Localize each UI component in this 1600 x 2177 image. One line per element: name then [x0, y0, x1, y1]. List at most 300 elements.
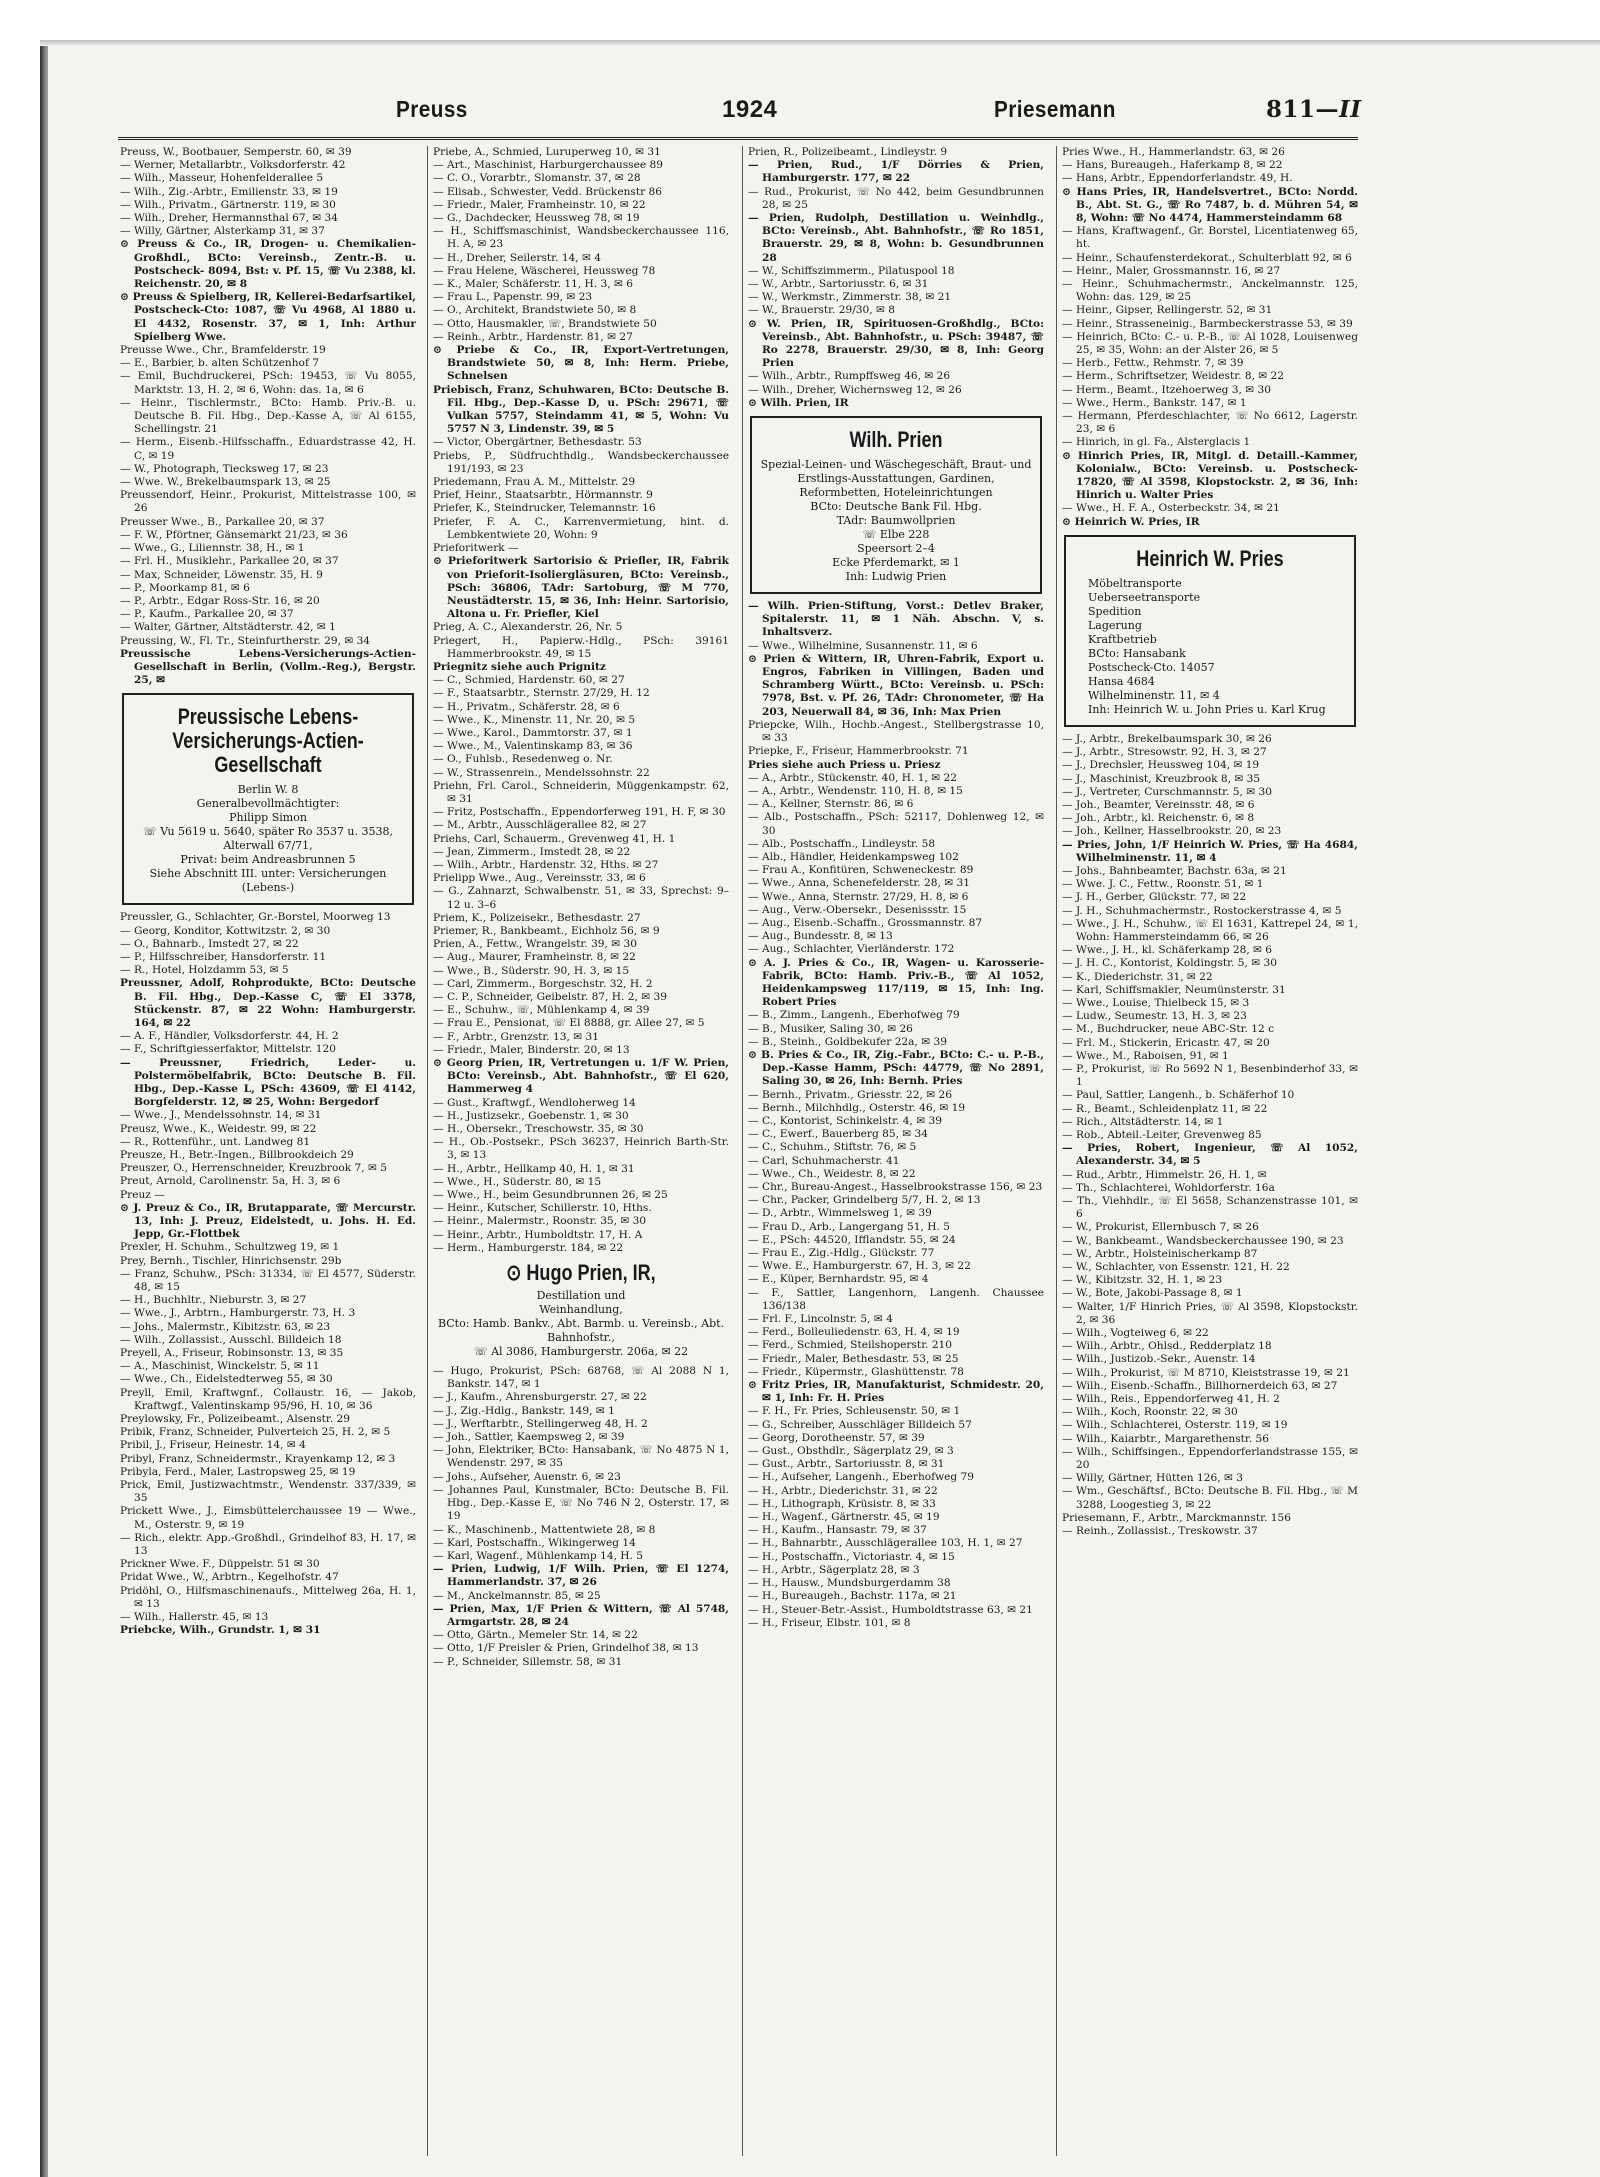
advertisement-title: Wilh. Prien — [849, 427, 943, 453]
directory-entry: Preussing, W., Fl. Tr., Steinfurtherstr. 29, ✉ 34 — [120, 634, 371, 647]
directory-entry: — Th., Schlachterei, Wohldorferstr. 16a — [1062, 1181, 1275, 1194]
directory-entry: — E., Barbier, b. alten Schützenhof 7 — [120, 357, 319, 370]
directory-entry: — H., Bahnarbtr., Ausschlägerallee 103, H. 1, ✉ 27 — [748, 1537, 1023, 1550]
advertisement-line: ☏ Al 3086, Hamburgerstr. 206a, ✉ 22 — [473, 1345, 689, 1359]
advertisement-line: Berlin W. 8 — [237, 783, 299, 797]
directory-entry: Priepcke, Wilh., Hochb.-Angest., Stellbergstrasse 10, ✉ 33 — [748, 718, 1044, 745]
directory-entry: — J., Drechsler, Heussweg 104, ✉ 19 — [1062, 759, 1260, 772]
directory-entry: ⊙ Prien & Wittern, IR, Uhren-Fabrik, Export u. Engros, Fabriken in Villingen, Baden und Schramberg Württ., BCto: Vereinsb. u. PSch: 7978, Bst. v. Pf. 26, TAdr: Chronometer, ☏ Ha 203, Neuerwall 84, ✉ 36, Inh: Max Prien — [748, 652, 1044, 718]
directory-entry: Preuss, W., Bootbauer, Semperstr. 60, ✉ 39 — [120, 146, 352, 158]
directory-entry: — H., Hausw., Mundsburgerdamm 38 — [748, 1577, 951, 1590]
directory-entry: Pries Wwe., H., Hammerlandstr. 63, ✉ 26 — [1062, 146, 1285, 158]
directory-entry: — H., Dreher, Seilerstr. 14, ✉ 4 — [433, 251, 602, 264]
entries-after-ad — [433, 1365, 729, 1669]
directory-entry: — Wwe. J. C., Fettw., Roonstr. 51, ✉ 1 — [1062, 878, 1264, 891]
directory-entry: — Wwe., H. F. A., Osterbeckstr. 34, ✉ 21 — [1062, 502, 1280, 515]
directory-entry: — Franz, Schuhw., PSch: 31334, ☏ El 4577, Süderstr. 48, ✉ 15 — [120, 1267, 416, 1294]
directory-entry: — Friedr., Küpermstr., Glashüttenstr. 78 — [748, 1365, 964, 1378]
directory-entry: — Aug., Verw.-Obersekr., Desenissstr. 15 — [748, 903, 967, 916]
advertisement-lines — [1072, 577, 1348, 717]
directory-entry: — Frau A., Konfitüren, Schweneckestr. 89 — [748, 864, 974, 877]
directory-entry: — Karl, Schiffsmakler, Neumünsterstr. 31 — [1062, 983, 1286, 996]
directory-entry: — Heinr., Schuhmachermstr., Anckelmannstr. 125, Wohn: das. 129, ✉ 25 — [1062, 278, 1358, 304]
directory-entry: Priebcke, Wilh., Grundstr. 1, ✉ 31 — [120, 1624, 321, 1637]
directory-entry: — F. W., Pförtner, Gänsemarkt 21/23, ✉ 36 — [120, 528, 348, 541]
directory-entry: — Frl. F., Lincolnstr. 5, ✉ 4 — [748, 1313, 893, 1326]
advertisement-lines — [130, 783, 406, 895]
directory-entry: — H., Friseur, Elbstr. 101, ✉ 8 — [748, 1616, 911, 1629]
directory-entry: — H., Schiffsmaschinist, Wandsbeckerchaussee 116, H. A, ✉ 23 — [433, 225, 729, 251]
directory-entry: Prieg, A. C., Alexanderstr. 26, Nr. 5 — [433, 621, 623, 634]
directory-entry: — Johs., Aufseher, Auenstr. 6, ✉ 23 — [433, 1470, 621, 1483]
directory-entry: ⊙ W. Prien, IR, Spirituosen-Großhdlg., BCto: Vereinsb., Abt. Bahnhofstr., u. PSch: 39487, ☏ Ro 2278, Brauerstr. 29/30, ✉ 8, Inh: Georg Prien — [748, 317, 1044, 370]
header-page-number — [1266, 96, 1362, 123]
advertisement-line: Ecke Pferdemarkt, ✉ 1 — [832, 556, 960, 570]
directory-entry: — Aug., Maurer, Framheinstr. 8, ✉ 22 — [433, 951, 636, 964]
directory-entry: — Heinr., Maler, Grossmannstr. 16, ✉ 27 — [1062, 264, 1281, 277]
directory-entry: — Herm., Eisenb.-Hilfsschaffn., Eduardstrasse 42, H. C, ✉ 19 — [120, 436, 416, 462]
directory-entry: — Frau Helene, Wäscherei, Heussweg 78 — [433, 264, 656, 277]
directory-entry: Preusz, Wwe., K., Weidestr. 99, ✉ 22 — [120, 1122, 317, 1135]
directory-entry: ⊙ Hinrich Pries, IR, Mitgl. d. Detaill.-Kammer, Kolonialw., BCto: Vereinsb. u. Postscheck- 17820, ☏ Al 3598, Klopstockstr. 2, ✉ 36, Inh: Hinrich u. Walter Pries — [1062, 449, 1358, 502]
directory-entry: — J., Werftarbtr., Stellingerweg 48, H. 2 — [433, 1417, 648, 1430]
directory-entry: — D., Arbtr., Wimmelsweg 1, ✉ 39 — [748, 1207, 932, 1220]
directory-entry: — Wilh., Hallerstr. 45, ✉ 13 — [120, 1611, 269, 1624]
directory-entry: — P., Schneider, Sillemstr. 58, ✉ 31 — [433, 1655, 623, 1668]
directory-entry: — Gust., Arbtr., Sartoriusstr. 8, ✉ 31 — [748, 1458, 945, 1471]
directory-entry: — W., Prokurist, Ellernbusch 7, ✉ 26 — [1062, 1221, 1259, 1234]
directory-entry: Preylowsky, Fr., Polizeibeamt., Alsenstr. 29 — [120, 1413, 351, 1426]
directory-entry: — O., Bahnarb., Imstedt 27, ✉ 22 — [120, 937, 299, 950]
directory-entry: Preyll, Emil, Kraftwgnf., Collaustr. 16, — Jakob, Kraftwgf., Valentinskamp 95/96, H. 10, ✉ 36 — [120, 1386, 416, 1412]
directory-entry: — Gust., Kraftwgf., Wendloherweg 14 — [433, 1096, 636, 1109]
directory-entry: Preuz — — [120, 1188, 165, 1201]
directory-entry: Pribik, Franz, Schneider, Pulverteich 25, H. 2, ✉ 5 — [120, 1426, 391, 1439]
directory-entry: Priepke, F., Friseur, Hammerbrookstr. 71 — [748, 745, 969, 758]
directory-entry: Priehs, Carl, Schauerm., Grevenweg 41, H. 1 — [433, 832, 676, 845]
directory-entry: — G., Dachdecker, Heussweg 78, ✉ 19 — [433, 212, 640, 225]
directory-entry: — Wwe., M., Valentinskamp 83, ✉ 36 — [433, 740, 633, 753]
directory-entry: — Joh., Sattler, Kaempsweg 2, ✉ 39 — [433, 1431, 625, 1444]
directory-entry: — Herm., Schriftsetzer, Weidestr. 8, ✉ 22 — [1062, 370, 1285, 383]
directory-entry: — Wilh. Prien-Stiftung, Vorst.: Detlev Braker, Spitalerstr. 11, ✉ 1 Näh. Abschn. V, s. Inhaltsverz. — [748, 600, 1044, 639]
directory-entry: — E., Küper, Bernhardstr. 95, ✉ 4 — [748, 1273, 929, 1286]
directory-entry: — P., Kaufm., Parkallee 20, ✉ 37 — [120, 608, 294, 621]
directory-column-3 — [748, 146, 1044, 2166]
directory-entry: — G., Schreiber, Ausschläger Billdeich 57 — [748, 1418, 972, 1431]
directory-entry: — A., Arbtr., Stückenstr. 40, H. 1, ✉ 22 — [748, 771, 957, 784]
advertisement-lines — [758, 458, 1034, 584]
directory-entry: — Aug., Bundesstr. 8, ✉ 13 — [748, 930, 893, 943]
directory-entry: — Willy, Gärtner, Alsterkamp 31, ✉ 37 — [120, 225, 325, 238]
entries-before-ad — [433, 146, 729, 1255]
directory-entry: — Joh., Beamter, Vereinsstr. 48, ✉ 6 — [1062, 798, 1255, 811]
advertisement-line: Postscheck-Cto. 14057 — [1088, 660, 1215, 674]
entries-after-ad — [120, 911, 416, 1637]
directory-entry: — H., Arbtr., Hellkamp 40, H. 1, ✉ 31 — [433, 1162, 635, 1175]
directory-entry: — Heinr., Strasseneinig., Barmbeckerstrasse 53, ✉ 39 — [1062, 317, 1353, 330]
directory-entry: ⊙ Preuss & Spielberg, IR, Kellerei-Bedarfsartikel, Postscheck-Cto: 1087, ☏ Vu 4968, Al 1880 u. El 4432, Rosenstr. 37, ✉ 1, Inh: Arthur Spielberg Wwe. — [120, 291, 416, 343]
directory-entry: — Johannes Paul, Kunstmaler, BCto: Deutsche B. Fil. Hbg., Dep.-Kasse E, ☏ No 746 N 2, Osterstr. 17, ✉ 19 — [433, 1483, 729, 1523]
column-separator — [742, 146, 743, 2156]
directory-entry: Priegert, H., Papierw.-Hdlg., PSch: 39161 Hammerbrookstr. 49, ✉ 15 — [433, 634, 729, 660]
directory-entry: — P., Hilfsschreiber, Hansdorferstr. 11 — [120, 950, 327, 963]
directory-entry: — Rich., elektr. App.-Großhdl., Grindelhof 83, H. 17, ✉ 13 — [120, 1531, 416, 1558]
directory-entry: — H., Buchhltr., Nieburstr. 3, ✉ 27 — [120, 1294, 307, 1307]
advertisement-line: Siehe Abschnitt III. unter: Versicherungen (Lebens-) — [149, 867, 387, 895]
directory-entry: — Wwe., Ch., Eidelstedterweg 55, ✉ 30 — [120, 1373, 333, 1386]
directory-entry: — C., Ewerf., Bauerberg 85, ✉ 34 — [748, 1128, 929, 1141]
directory-entry: — Walter, Gärtner, Altstädterstr. 42, ✉ 1 — [120, 621, 336, 634]
directory-entry: — Wilh., Masseur, Hohenfelderallee 5 — [120, 172, 324, 185]
directory-entry: Priegnitz siehe auch Prignitz — [433, 660, 606, 673]
directory-entry: — Ludw., Seumestr. 13, H. 3, ✉ 23 — [1062, 1010, 1247, 1023]
directory-entry: — Wwe., J., Arbtrn., Hamburgerstr. 73, H. 3 — [120, 1307, 356, 1320]
directory-entry: Preusser Wwe., B., Parkallee 20, ✉ 37 — [120, 515, 325, 528]
directory-entry: Priemer, R., Bankbeamt., Eichholz 56, ✉ 9 — [433, 924, 660, 937]
directory-entry: — Joh., Kellner, Hasselbrookstr. 20, ✉ 23 — [1062, 825, 1282, 838]
directory-entry: Preussler, G., Schlachter, Gr.-Borstel, Moorweg 13 — [120, 911, 391, 924]
directory-entry: — P., Arbtr., Edgar Ross-Str. 16, ✉ 20 — [120, 594, 320, 607]
header-rule — [118, 137, 1358, 140]
directory-entry: Prien, R., Polizeibeamt., Lindleystr. 9 — [748, 146, 948, 158]
directory-entry: — J., Zig.-Hdlg., Bankstr. 149, ✉ 1 — [433, 1404, 615, 1417]
directory-entry: — W., Arbtr., Sartoriusstr. 6, ✉ 31 — [748, 278, 929, 291]
directory-entry: — Wilh., Justizob.-Sekr., Auenstr. 14 — [1062, 1353, 1256, 1366]
directory-entry: — Wwe., J. H., Schuhw., ☏ El 1631, Kattrepel 24, ✉ 1, Wohn: Hammersteindamm 66, ✉ 26 — [1062, 917, 1358, 943]
directory-entry: — Pries, John, 1/F Heinrich W. Pries, ☏ Ha 4684, Wilhelminenstr. 11, ✉ 4 — [1062, 838, 1358, 864]
advertisement-line: Privat: beim Andreasbrunnen 5 — [180, 853, 356, 867]
page-number-prefix: 811— — [1266, 96, 1340, 123]
directory-entry: Preussische Lebens-Versicherungs-Actien-Gesellschaft in Berlin, (Vollm.-Reg.), Bergstr. 25, ✉ — [120, 647, 416, 687]
directory-entry: — H., Justizsekr., Goebenstr. 1, ✉ 30 — [433, 1109, 629, 1122]
directory-entry: — Ferd., Schmied, Steilshoperstr. 210 — [748, 1339, 953, 1352]
directory-entry: — Heinr., Arbtr., Humboldtstr. 17, H. A — [433, 1228, 643, 1241]
directory-entry: — Friedr., Maler, Bethesdastr. 53, ✉ 25 — [748, 1352, 959, 1365]
advertisement-line: Weinhandlung, — [539, 1303, 623, 1317]
directory-entry: — Preussner, Friedrich, Leder- u. Polstermöbelfabrik, BCto: Deutsche B. Fil. Hbg., Dep.-Kasse L, PSch: 43609, ☏ El 4142, Borgfelderstr. 12, ✉ 25, Wohn: Bergedorf — [120, 1056, 416, 1109]
directory-entry: Prexler, H. Schuhm., Schultzweg 19, ✉ 1 — [120, 1241, 340, 1254]
directory-entry: — Bernh., Milchhdlg., Osterstr. 46, ✉ 19 — [748, 1101, 966, 1114]
directory-entry: Preusze, H., Betr.-Ingen., Billbrookdeich 29 — [120, 1148, 354, 1161]
directory-entry: ⊙ Hans Pries, IR, Handelsvertret., BCto: Nordd. B., Abt. St. G., ☏ Ro 7487, b. d. Mühren 54, ✉ 8, Wohn: ☏ No 4474, Hammersteindamm 68 — [1062, 185, 1358, 225]
directory-entry: — F., Sattler, Langenhorn, Langenh. Chaussee 136/138 — [748, 1286, 1044, 1312]
directory-entry: — A., Kellner, Sternstr. 86, ✉ 6 — [748, 798, 914, 811]
directory-entry: — H., Bureaugeh., Bachstr. 117a, ✉ 21 — [748, 1590, 957, 1603]
directory-entry: ⊙ B. Pries & Co., IR, Zig.-Fabr., BCto: C.- u. P.-B., Dep.-Kasse Hamm, PSch: 44779, ☏ No 2891, Saling 30, ✉ 26, Inh: Bernh. Pries — [748, 1048, 1044, 1088]
directory-entry: — Max, Schneider, Löwenstr. 35, H. 9 — [120, 568, 323, 581]
directory-entry: — J., Maschinist, Kreuzbrook 8, ✉ 35 — [1062, 772, 1261, 785]
directory-entry: — Fritz, Postschaffn., Eppendorferweg 191, H. F, ✉ 30 — [433, 806, 726, 819]
directory-entry: — C. P., Schneider, Geibelstr. 87, H. 2, ✉ 39 — [433, 991, 667, 1003]
directory-entry: — Carl, Schuhmacherstr. 41 — [748, 1154, 900, 1167]
directory-entry: — Wilh., Schiffsingen., Eppendorferlandstrasse 155, ✉ 20 — [1062, 1445, 1358, 1472]
directory-entry: — C., Schuhm., Stiftstr. 76, ✉ 5 — [748, 1141, 917, 1154]
directory-entry: — F., Arbtr., Grenzstr. 13, ✉ 31 — [433, 1030, 599, 1043]
directory-entry: — O., Fuhlsb., Resedenweg o. Nr. — [433, 753, 613, 766]
directory-entry: — Chr., Bureau-Angest., Hasselbrookstrasse 156, ✉ 23 — [748, 1181, 1043, 1193]
directory-entry: — Wwe., Louise, Thielbeck 15, ✉ 3 — [1062, 996, 1250, 1009]
directory-entry: — Wilh., Prokurist, ☏ M 8710, Kleiststrasse 19, ✉ 21 — [1062, 1366, 1350, 1379]
directory-entry: ⊙ Wilh. Prien, IR — [748, 396, 849, 409]
directory-entry: — Art., Maschinist, Harburgerchaussee 89 — [433, 159, 663, 172]
directory-entry: — Gust., Obsthdlr., Sägerplatz 29, ✉ 3 — [748, 1445, 954, 1458]
directory-entry: — Hermann, Pferdeschlachter, ☏ No 6612, Lagerstr. 23, ✉ 6 — [1062, 410, 1358, 436]
directory-entry: ⊙ Preuss & Co., IR, Drogen- u. Chemikalien-Großhdl., BCto: Vereinsb., Zentr.-B. u. Postscheck- 8094, Bst: v. Pf. 15, ☏ Vu 2388, kl. Reichenstr. 20, ✉ 8 — [120, 238, 416, 291]
directory-entry: — J., Vertreter, Curschmannstr. 5, ✉ 30 — [1062, 785, 1272, 798]
directory-entry: — M., Anckelmannstr. 85, ✉ 25 — [433, 1589, 601, 1602]
directory-entry: — B., Zimm., Langenh., Eberhofweg 79 — [748, 1009, 960, 1022]
directory-entry: — H., Arbtr., Diederichstr. 31, ✉ 22 — [748, 1484, 938, 1497]
advertisement-line: Inh: Heinrich W. u. John Pries u. Karl Krug — [1088, 702, 1326, 716]
advertisement-line: Ueberseetransporte — [1088, 590, 1201, 604]
directory-entry: — R., Beamt., Schleidenplatz 11, ✉ 22 — [1062, 1102, 1268, 1115]
directory-entry: — Werner, Metallarbtr., Volksdorferstr. 42 — [120, 159, 346, 172]
directory-entry: — J. H., Gerber, Glückstr. 77, ✉ 22 — [1062, 891, 1247, 904]
entries-after-ad — [1062, 733, 1358, 1538]
directory-entry: — Walter, 1/F Hinrich Pries, ☏ Al 3598, Klopstockstr. 2, ✉ 36 — [1062, 1300, 1358, 1326]
column-separator — [1056, 146, 1057, 2156]
directory-entry: — K., Diederichstr. 31, ✉ 22 — [1062, 970, 1213, 983]
directory-entry: — J., Arbtr., Brekelbaumspark 30, ✉ 26 — [1062, 732, 1272, 745]
directory-entry: — Wilh., Zollassist., Ausschl. Billdeich 18 — [120, 1333, 342, 1346]
directory-entry: ⊙ Prieforitwerk Sartorisio & Priefler, IR, Fabrik von Prieforit-Isoliergläsuren, BCto: Vereinsb., PSch: 36806, TAdr: Sartoburg, ☏ M 770, Neustädterstr. 15, ✉ 36, Inh: Heinr. Sartorisio, Altona u. Fr. Priefler, Kiel — [433, 555, 729, 621]
directory-entry: — Hinrich, in gl. Fa., Alsterglacis 1 — [1062, 436, 1251, 449]
directory-entry: — E., PSch: 44520, Ifflandstr. 55, ✉ 24 — [748, 1233, 956, 1246]
directory-entry: — W., Kibitzstr. 32, H. 1, ✉ 23 — [1062, 1274, 1223, 1287]
directory-entry: — H., Steuer-Betr.-Assist., Humboldtstrasse 63, ✉ 21 — [748, 1603, 1033, 1616]
directory-entry: — Hans, Arbtr., Eppendorferlandstr. 49, H. — [1062, 172, 1293, 185]
directory-entry: — O., Architekt, Brandstwiete 50, ✉ 8 — [433, 304, 637, 317]
directory-entry: ⊙ Heinrich W. Pries, IR — [1062, 515, 1200, 528]
directory-entry: — W., Werkmstr., Zimmerstr. 38, ✉ 21 — [748, 291, 952, 304]
directory-entry: — Rob., Abteil.-Leiter, Grevenweg 85 — [1062, 1128, 1262, 1141]
directory-entry: — Wilh., Privatm., Gärtnerstr. 119, ✉ 30 — [120, 198, 336, 211]
directory-entry: — Wilh., Arbtr., Hardenstr. 32, Hths. ✉ 27 — [433, 858, 659, 871]
directory-entry: — Wwe., H., beim Gesundbrunnen 26, ✉ 25 — [433, 1189, 668, 1202]
header-year: 1924 — [722, 96, 778, 123]
directory-entry: — A., Arbtr., Wendenstr. 110, H. 8, ✉ 15 — [748, 784, 963, 797]
directory-entry: ⊙ Georg Prien, IR, Vertretungen u. 1/F W. Prien, BCto: Vereinsb., Abt. Bahnhofstr., ☏ El 620, Hammerweg 4 — [433, 1057, 729, 1096]
directory-entry: — Hans, Bureaugeh., Haferkamp 8, ✉ 22 — [1062, 159, 1283, 172]
directory-entry: — G., Zahnarzt, Schwalbenstr. 51, ✉ 33, Sprechst: 9–12 u. 3–6 — [433, 885, 729, 911]
directory-entry: — Frl. H., Musiklehr., Parkallee 20, ✉ 37 — [120, 555, 339, 568]
directory-entry: Prickett Wwe., J., Eimsbüttelerchaussee 19 — Wwe., M., Osterstr. 9, ✉ 19 — [120, 1505, 416, 1531]
advertisement-line: Spezial-Leinen- und Wäschegeschäft, Braut- und Erstlings-Ausstattungen, Gardinen, Reformbetten, Hoteleinrichtungen — [760, 458, 1032, 500]
directory-entry: — M., Buchdrucker, neue ABC-Str. 12 c — [1062, 1023, 1274, 1036]
directory-entry: Prielipp Wwe., Aug., Vereinsstr. 33, ✉ 6 — [433, 872, 646, 885]
directory-entry: — Georg, Dorotheenstr. 57, ✉ 39 — [748, 1431, 925, 1444]
advertisement-line: Möbeltransporte — [1088, 576, 1182, 590]
directory-entry: Preusse Wwe., Chr., Bramfelderstr. 19 — [120, 344, 326, 357]
directory-entry: — C., Schmied, Hardenstr. 60, ✉ 27 — [433, 674, 625, 687]
directory-entry: — Otto, Hausmakler, ☏, Brandstwiete 50 — [433, 317, 657, 330]
directory-entry: — Rich., Altstädterstr. 14, ✉ 1 — [1062, 1115, 1224, 1128]
advertisement-line: Inh: Ludwig Prien — [845, 570, 947, 584]
directory-entry: Pridöhl, O., Hilfsmaschinenaufs., Mittelweg 26a, H. 1, ✉ 13 — [120, 1584, 416, 1610]
directory-entry: — Alb., Händler, Heidenkampsweg 102 — [748, 850, 959, 863]
page-number-section: II — [1339, 96, 1362, 123]
directory-entry: — Alb., Postschaffn., Lindleystr. 58 — [748, 837, 936, 850]
directory-entry: — W., Strassenrein., Mendelssohnstr. 22 — [433, 766, 650, 779]
directory-entry: — H., Arbtr., Sägerplatz 28, ✉ 3 — [748, 1563, 920, 1576]
directory-entry: — W., Schiffszimmerm., Pilatuspool 18 — [748, 264, 955, 277]
directory-entry: — E., Schuhw., ☏, Mühlenkamp 4, ✉ 39 — [433, 1004, 650, 1017]
directory-entry: — Wilh., Arbtr., Ohlsd., Redderplatz 18 — [1062, 1340, 1272, 1353]
directory-entry: Priefer, F. A. C., Karrenvermietung, hint. d. Lembkentwiete 20, Wohn: 9 — [433, 515, 729, 541]
advertisement-line: Hansa 4684 — [1088, 674, 1155, 688]
directory-entry: ⊙ Fritz Pries, IR, Manufakturist, Schmidestr. 20, ✉ 1, Inh: Fr. H. Pries — [748, 1379, 1044, 1405]
directory-column-4 — [1062, 146, 1358, 2166]
directory-entry: — Wilh., Schlachterei, Osterstr. 119, ✉ 19 — [1062, 1419, 1288, 1432]
directory-entry: — P., Moorkamp 81, ✉ 6 — [120, 581, 250, 594]
directory-entry: — Heinr., Gipser, Rellingerstr. 52, ✉ 31 — [1062, 304, 1273, 317]
running-header — [120, 96, 1362, 136]
directory-entry: — Joh., Arbtr., kl. Reichenstr. 6, ✉ 8 — [1062, 812, 1255, 825]
directory-entry: — R., Hotel, Holzdamm 53, ✉ 5 — [120, 964, 289, 977]
advertisement-lines — [433, 1289, 729, 1359]
directory-entry: — Frl. M., Stickerin, Ericastr. 47, ✉ 20 — [1062, 1036, 1270, 1049]
directory-entry: — H., Postschaffn., Victoriastr. 4, ✉ 15 — [748, 1550, 955, 1563]
directory-entry: Priefer, K., Steindrucker, Telemannstr. 16 — [433, 502, 656, 515]
directory-entry: Prien, A., Fettw., Wrangelstr. 39, ✉ 30 — [433, 938, 637, 951]
directory-entry: Pries siehe auch Priess u. Priesz — [748, 758, 941, 771]
directory-entry: — Wilh., Zig.-Arbtr., Emilienstr. 33, ✉ 19 — [120, 185, 338, 198]
directory-entry: — Th., Viehhdlr., ☏ El 5658, Schanzenstrasse 101, ✉ 6 — [1062, 1195, 1358, 1221]
directory-entry: — Hugo, Prokurist, PSch: 68768, ☏ Al 2088 N 1, Bankstr. 147, ✉ 1 — [433, 1365, 729, 1391]
advertisement-line: Philipp Simon — [229, 811, 307, 825]
directory-entry: — H., Kaufm., Hansastr. 79, ✉ 37 — [748, 1524, 927, 1537]
directory-entry: — Prien, Rudolph, Destillation u. Weinhdlg., BCto: Vereinsb., Abt. Bahnhofstr., ☏ Ro 1851, Brauerstr. 29, ✉ 8, Wohn: b. Gesundbrunnen 28 — [748, 212, 1044, 264]
directory-entry: — R., Rottenführ., unt. Landweg 81 — [120, 1135, 311, 1148]
directory-entry: — Wilh., Dreher, Hermannsthal 67, ✉ 34 — [120, 212, 339, 225]
directory-entry: Prieforitwerk — — [433, 542, 519, 555]
directory-entry: Preut, Arnold, Carolinenstr. 5a, H. 3, ✉ 6 — [120, 1175, 341, 1188]
directory-entry: — Karl, Wagenf., Mühlenkamp 14, H. 5 — [433, 1549, 644, 1562]
directory-entry: — Wwe., H., Süderstr. 80, ✉ 15 — [433, 1175, 602, 1188]
directory-entry: — Wm., Geschäftsf., BCto: Deutsche B. Fil. Hbg., ☏ M 3288, Loogestieg 3, ✉ 22 — [1062, 1485, 1358, 1511]
directory-entry: — Ferd., Bolleuliedenstr. 63, H. 4, ✉ 19 — [748, 1326, 960, 1339]
directory-entry: — Willy, Gärtner, Hütten 126, ✉ 3 — [1062, 1472, 1243, 1485]
directory-entry: — Wwe., Anna, Schenefelderstr. 28, ✉ 31 — [748, 877, 970, 890]
advertisement-line: BCto: Hansabank — [1088, 646, 1186, 660]
directory-entry: — C. O., Vorarbtr., Slomanstr. 37, ✉ 28 — [433, 172, 641, 185]
directory-entry: — W., Brauerstr. 29/30, ✉ 8 — [748, 304, 895, 317]
directory-entry: — K., Maschinenb., Mattentwiete 28, ✉ 8 — [433, 1523, 656, 1536]
directory-entry: ⊙ Priebe & Co., IR, Export-Vertretungen, Brandstwiete 50, ✉ 8, Inh: Herm. Priebe, Schnelsen — [433, 344, 729, 383]
directory-entry: — J., Arbtr., Stresowstr. 92, H. 3, ✉ 27 — [1062, 746, 1267, 759]
directory-entry: — Wilh., Reis., Eppendorferweg 41, H. 2 — [1062, 1393, 1280, 1406]
directory-entry: Priedemann, Frau A. M., Mittelstr. 29 — [433, 476, 636, 489]
directory-entry: — Friedr., Maler, Binderstr. 20, ✉ 13 — [433, 1043, 630, 1056]
directory-entry: — Wwe., Karol., Dammtorstr. 37, ✉ 1 — [433, 726, 633, 739]
directory-entry: — Wwe., M., Raboisen, 91, ✉ 1 — [1062, 1049, 1229, 1062]
directory-entry: — Heinr., Schaufensterdekorat., Schulterblatt 92, ✉ 6 — [1062, 251, 1352, 264]
directory-entry: — Herb., Fettw., Rehmstr. 7, ✉ 39 — [1062, 357, 1244, 370]
advertisement-line: Speersort 2–4 — [857, 542, 935, 556]
directory-column-2 — [433, 146, 729, 2166]
directory-entry: — Heinrich, BCto: C.- u. P.-B., ☏ Al 1028, Louisenweg 25, ✉ 35, Wohn: an der Alster 26, ✉ 5 — [1062, 330, 1358, 357]
directory-entry: — Carl, Zimmerm., Borgeschstr. 32, H. 2 — [433, 977, 653, 990]
directory-entry: — Heinr., Kutscher, Schillerstr. 10, Hths. — [433, 1202, 652, 1215]
directory-entry: — W., Schlachter, von Essenstr. 121, H. 22 — [1062, 1261, 1290, 1274]
directory-entry: Pridat Wwe., W., Arbtrn., Kegelhofstr. 47 — [120, 1571, 339, 1584]
directory-entry: — Frau D., Arb., Langergang 51, H. 5 — [748, 1220, 950, 1233]
directory-entry: — K., Maler, Schäferstr. 11, H. 3, ✉ 6 — [433, 278, 633, 291]
advertisement-line: Generalbevollmächtigter: — [196, 797, 340, 811]
directory-entry: — Victor, Obergärtner, Bethesdastr. 53 — [433, 436, 642, 449]
advertisement-line: ☏ Elbe 228 — [862, 528, 930, 542]
directory-entry: ⊙ J. Preuz & Co., IR, Brutapparate, ☏ Mercurstr. 13, Inh: J. Preuz, Eidelstedt, u. Johs. H. Ed. Jepp, Gr.-Flottbek — [120, 1201, 416, 1241]
directory-entry: Prickner Wwe. F., Düppelstr. 51 ✉ 30 — [120, 1558, 320, 1571]
directory-entry: — Wwe., K., Minenstr. 11, Nr. 20, ✉ 5 — [433, 713, 636, 726]
directory-entry: — Wwe., Wilhelmine, Susannenstr. 11, ✉ 6 — [748, 639, 978, 652]
directory-entry: Preyell, A., Friseur, Robinsonstr. 13, ✉ 35 — [120, 1347, 344, 1360]
directory-entry: — J. H. C., Kontorist, Koldingstr. 5, ✉ 30 — [1062, 957, 1277, 970]
directory-entry: Pribil, J., Friseur, Heinestr. 14, ✉ 4 — [120, 1439, 306, 1452]
entries-before-ad — [120, 146, 416, 687]
directory-entry: — Wilh., Dreher, Wichernsweg 12, ✉ 26 — [748, 383, 962, 396]
directory-entry: — Friedr., Maler, Framheinstr. 10, ✉ 22 — [433, 198, 646, 211]
directory-entry: — Aug., Schlachter, Vierländerstr. 172 — [748, 943, 955, 956]
directory-entry: — Reinh., Arbtr., Hardenstr. 81, ✉ 27 — [433, 330, 633, 343]
directory-entry: — John, Elektriker, BCto: Hansabank, ☏ No 4875 N 1, Wendenstr. 297, ✉ 35 — [433, 1444, 729, 1470]
advertisement-line: Spedition — [1088, 604, 1142, 618]
directory-entry: — Wilh., Kaiarbtr., Margarethenstr. 56 — [1062, 1432, 1270, 1445]
advertisement-line: Lagerung — [1088, 618, 1142, 632]
advertisement-line: Kraftbetrieb — [1088, 632, 1157, 646]
directory-entry: — Wwe. W., Brekelbaumspark 13, ✉ 25 — [120, 476, 331, 489]
directory-entry: — Prien, Max, 1/F Prien & Wittern, ☏ Al 5748, Armgartstr. 28, ✉ 24 — [433, 1602, 729, 1628]
directory-entry: — H., Privatm., Schäferstr. 28, ✉ 6 — [433, 700, 620, 713]
directory-entry: — H., Wagenf., Gärtnerstr. 45, ✉ 19 — [748, 1511, 940, 1524]
advertisement-plain — [433, 1261, 729, 1359]
directory-entry: — Chr., Packer, Grindelberg 5/7, H. 2, ✉ 13 — [748, 1194, 981, 1207]
directory-entry: — F., Staatsarbtr., Sternstr. 27/29, H. 12 — [433, 687, 650, 700]
directory-entry: Priebs, P., Südfruchthdlg., Wandsbeckerchaussee 191/193, ✉ 23 — [433, 449, 729, 475]
directory-entry: — Karl, Postschaffn., Wikingerweg 14 — [433, 1536, 636, 1549]
directory-entry: — W., Photograph, Tiecksweg 17, ✉ 23 — [120, 462, 329, 475]
advertisement-line: Destillation und — [536, 1289, 626, 1303]
directory-entry: — Wilh., Koch, Roonstr. 22, ✉ 30 — [1062, 1406, 1238, 1419]
directory-entry: Priem, K., Polizeisekr., Bethesdastr. 27 — [433, 911, 641, 924]
directory-entry: — Johs., Malermstr., Kibitzstr. 63, ✉ 23 — [120, 1320, 331, 1333]
directory-entry: — Herm., Hamburgerstr. 184, ✉ 22 — [433, 1241, 624, 1254]
entries-before-ad — [1062, 146, 1358, 529]
directory-entry: — B., Steinh., Goldbekufer 22a, ✉ 39 — [748, 1035, 947, 1048]
page-top-edge — [40, 40, 1600, 46]
directory-entry: — Wilh., Eisenb.-Schaffn., Billhornerdeich 63, ✉ 27 — [1062, 1379, 1338, 1392]
directory-entry: — Wwe. E., Hamburgerstr. 67, H. 3, ✉ 22 — [748, 1260, 971, 1273]
directory-entry: — Johs., Bahnbeamter, Bachstr. 63a, ✉ 21 — [1062, 864, 1287, 877]
directory-entry: — J., Kaufm., Ahrensburgerstr. 27, ✉ 22 — [433, 1391, 647, 1404]
advertisement-box — [750, 416, 1042, 594]
directory-entry: — Frau L., Papenstr. 99, ✉ 23 — [433, 291, 593, 304]
directory-entry: — Rud., Prokurist, ☏ No 442, beim Gesundbrunnen 28, ✉ 25 — [748, 185, 1044, 211]
directory-entry: — J. H., Schuhmachermstr., Rostockerstrasse 4, ✉ 5 — [1062, 904, 1342, 917]
directory-entry: — B., Musiker, Saling 30, ✉ 26 — [748, 1022, 913, 1035]
directory-entry: — W., Bankbeamt., Wandsbeckerchaussee 190, ✉ 23 — [1062, 1234, 1344, 1247]
directory-entry: — M., Arbtr., Ausschlägerallee 82, ✉ 27 — [433, 819, 647, 832]
directory-entry: — H., Aufseher, Langenh., Eberhofweg 79 — [748, 1471, 975, 1484]
directory-entry: — Prien, Rud., 1/F Dörries & Prien, Hamburgerstr. 177, ✉ 22 — [748, 159, 1044, 185]
directory-entry: — Emil, Buchdruckerei, PSch: 19453, ☏ Vu 8055, Marktstr. 13, H. 2, ✉ 6, Wohn: das. 1a, ✉ 6 — [120, 370, 416, 396]
advertisement-title: ⊙ Hugo Prien, IR, — [506, 1260, 656, 1286]
advertisement-line: BCto: Hamb. Bankv., Abt. Barmb. u. Vereinsb., Abt. Bahnhofstr., — [437, 1317, 725, 1345]
advertisement-line: ☏ Vu 5619 u. 5640, später Ro 3537 u. 3538, Alterwall 67/71, — [142, 825, 394, 853]
directory-entry: Priesemann, F., Arbtr., Marckmannstr. 156 — [1062, 1511, 1291, 1524]
directory-entry: — Wwe., G., Liliennstr. 38, H., ✉ 1 — [120, 542, 305, 555]
